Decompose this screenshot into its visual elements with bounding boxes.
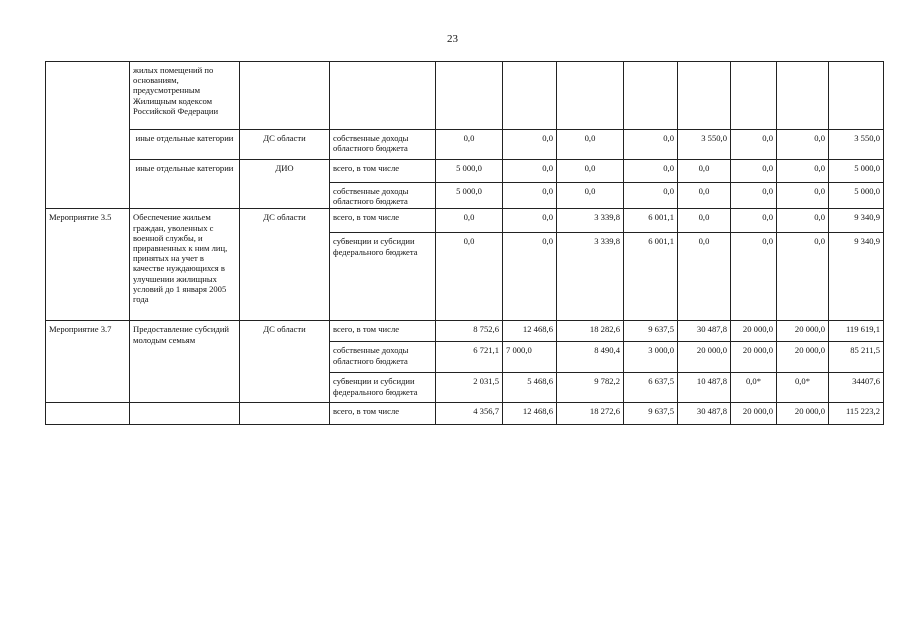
value-cell: 0,0 <box>624 160 678 183</box>
value-cell: 20 000,0 <box>777 321 829 342</box>
value-cell: 0,0 <box>777 183 829 209</box>
page-number: 23 <box>447 33 458 45</box>
value-cell: 0,0 <box>678 233 731 321</box>
source-cell: всего, в том числе <box>330 321 436 342</box>
value-cell: 0,0 <box>731 160 777 183</box>
value-cell: 3 339,8 <box>557 233 624 321</box>
value-cell: 6 721,1 <box>436 342 503 373</box>
executor-cell: ДС области <box>240 209 330 321</box>
value-cell: 0,0 <box>436 233 503 321</box>
value-cell <box>624 62 678 130</box>
value-cell: 34407,6 <box>829 373 884 403</box>
value-cell: 0,0 <box>678 160 731 183</box>
value-cell: 2 031,5 <box>436 373 503 403</box>
table-row <box>46 130 884 160</box>
measure-cell <box>46 62 130 209</box>
source-cell: субвенции и субсидии федерального бюджета <box>330 233 436 321</box>
value-cell: 0,0 <box>777 209 829 233</box>
value-cell: 0,0 <box>503 130 557 160</box>
source-cell: всего, в том числе <box>330 160 436 183</box>
source-cell: всего, в том числе <box>330 403 436 425</box>
value-cell: 119 619,1 <box>829 321 884 342</box>
table-row <box>46 321 884 342</box>
value-cell: 0,0 <box>503 209 557 233</box>
value-cell: 9 637,5 <box>624 403 678 425</box>
value-cell: 5 000,0 <box>436 183 503 209</box>
value-cell: 20 000,0 <box>777 403 829 425</box>
value-cell: 4 356,7 <box>436 403 503 425</box>
value-cell: 8 490,4 <box>557 342 624 373</box>
executor-cell <box>240 62 330 130</box>
value-cell: 0,0 <box>503 183 557 209</box>
source-cell: субвенции и субсидии федерального бюджета <box>330 373 436 403</box>
value-cell: 5 000,0 <box>829 183 884 209</box>
value-cell: 20 000,0 <box>777 342 829 373</box>
value-cell: 0,0 <box>777 160 829 183</box>
value-cell: 0,0 <box>557 130 624 160</box>
value-cell: 0,0 <box>731 130 777 160</box>
value-cell: 3 550,0 <box>678 130 731 160</box>
value-cell <box>829 62 884 130</box>
value-cell: 20 000,0 <box>731 321 777 342</box>
table-row <box>46 209 884 233</box>
value-cell <box>731 62 777 130</box>
value-cell: 115 223,2 <box>829 403 884 425</box>
value-cell: 0,0 <box>731 183 777 209</box>
value-cell: 3 339,8 <box>557 209 624 233</box>
executor-cell <box>240 403 330 425</box>
value-cell: 0,0* <box>777 373 829 403</box>
value-cell: 0,0 <box>678 183 731 209</box>
name-cell: Предоставление субсидий молодым семьям <box>130 321 240 403</box>
value-cell: 18 282,6 <box>557 321 624 342</box>
value-cell: 0,0 <box>503 233 557 321</box>
source-cell: собственные доходы областного бюджета <box>330 130 436 160</box>
value-cell: 0,0 <box>436 130 503 160</box>
value-cell: 5 000,0 <box>829 160 884 183</box>
name-cell: иные отдельные категории <box>130 130 240 160</box>
measure-cell <box>46 403 130 425</box>
table-row <box>46 403 884 425</box>
value-cell: 0,0 <box>624 130 678 160</box>
table-row <box>46 62 884 130</box>
value-cell: 0,0 <box>777 233 829 321</box>
value-cell <box>503 62 557 130</box>
measure-cell: Мероприятие 3.7 <box>46 321 130 403</box>
executor-cell: ДИО <box>240 160 330 209</box>
value-cell: 5 468,6 <box>503 373 557 403</box>
value-cell: 3 000,0 <box>624 342 678 373</box>
value-cell: 7 000,0 <box>503 342 557 373</box>
value-cell <box>678 62 731 130</box>
value-cell: 20 000,0 <box>678 342 731 373</box>
source-cell: собственные доходы областного бюджета <box>330 183 436 209</box>
value-cell: 10 487,8 <box>678 373 731 403</box>
value-cell: 30 487,8 <box>678 403 731 425</box>
value-cell: 9 637,5 <box>624 321 678 342</box>
value-cell: 12 468,6 <box>503 321 557 342</box>
value-cell: 6 001,1 <box>624 209 678 233</box>
table-row <box>46 160 884 183</box>
value-cell: 18 272,6 <box>557 403 624 425</box>
value-cell: 0,0 <box>731 209 777 233</box>
value-cell: 0,0 <box>557 160 624 183</box>
name-cell: Обеспечение жильем граждан, уволенных с военной службы, и приравненных к ним лиц, принятых на учет в качестве нуждающихся в улучшении жилищных условий до 1 января 2005 года <box>130 209 240 321</box>
value-cell: 9 340,9 <box>829 209 884 233</box>
value-cell: 0,0 <box>624 183 678 209</box>
source-cell: собственные доходы областного бюджета <box>330 342 436 373</box>
value-cell: 0,0 <box>731 233 777 321</box>
value-cell: 0,0 <box>436 209 503 233</box>
value-cell: 30 487,8 <box>678 321 731 342</box>
executor-cell: ДС области <box>240 321 330 403</box>
source-cell: всего, в том числе <box>330 209 436 233</box>
name-cell: иные отдельные категории <box>130 160 240 209</box>
value-cell: 9 782,2 <box>557 373 624 403</box>
value-cell <box>777 62 829 130</box>
source-cell <box>330 62 436 130</box>
value-cell: 6 001,1 <box>624 233 678 321</box>
name-cell: жилых помещений по основаниям, предусмотренным Жилищным кодексом Российской Федерации <box>130 62 240 130</box>
executor-cell: ДС области <box>240 130 330 160</box>
value-cell <box>436 62 503 130</box>
value-cell: 20 000,0 <box>731 342 777 373</box>
value-cell: 20 000,0 <box>731 403 777 425</box>
value-cell: 12 468,6 <box>503 403 557 425</box>
measure-cell: Мероприятие 3.5 <box>46 209 130 321</box>
value-cell: 9 340,9 <box>829 233 884 321</box>
value-cell: 0,0 <box>557 183 624 209</box>
value-cell: 0,0 <box>678 209 731 233</box>
value-cell: 85 211,5 <box>829 342 884 373</box>
value-cell: 8 752,6 <box>436 321 503 342</box>
value-cell: 0,0* <box>731 373 777 403</box>
value-cell: 6 637,5 <box>624 373 678 403</box>
value-cell: 5 000,0 <box>436 160 503 183</box>
value-cell: 3 550,0 <box>829 130 884 160</box>
budget-table <box>45 61 884 425</box>
name-cell <box>130 403 240 425</box>
value-cell: 0,0 <box>777 130 829 160</box>
value-cell: 0,0 <box>503 160 557 183</box>
value-cell <box>557 62 624 130</box>
